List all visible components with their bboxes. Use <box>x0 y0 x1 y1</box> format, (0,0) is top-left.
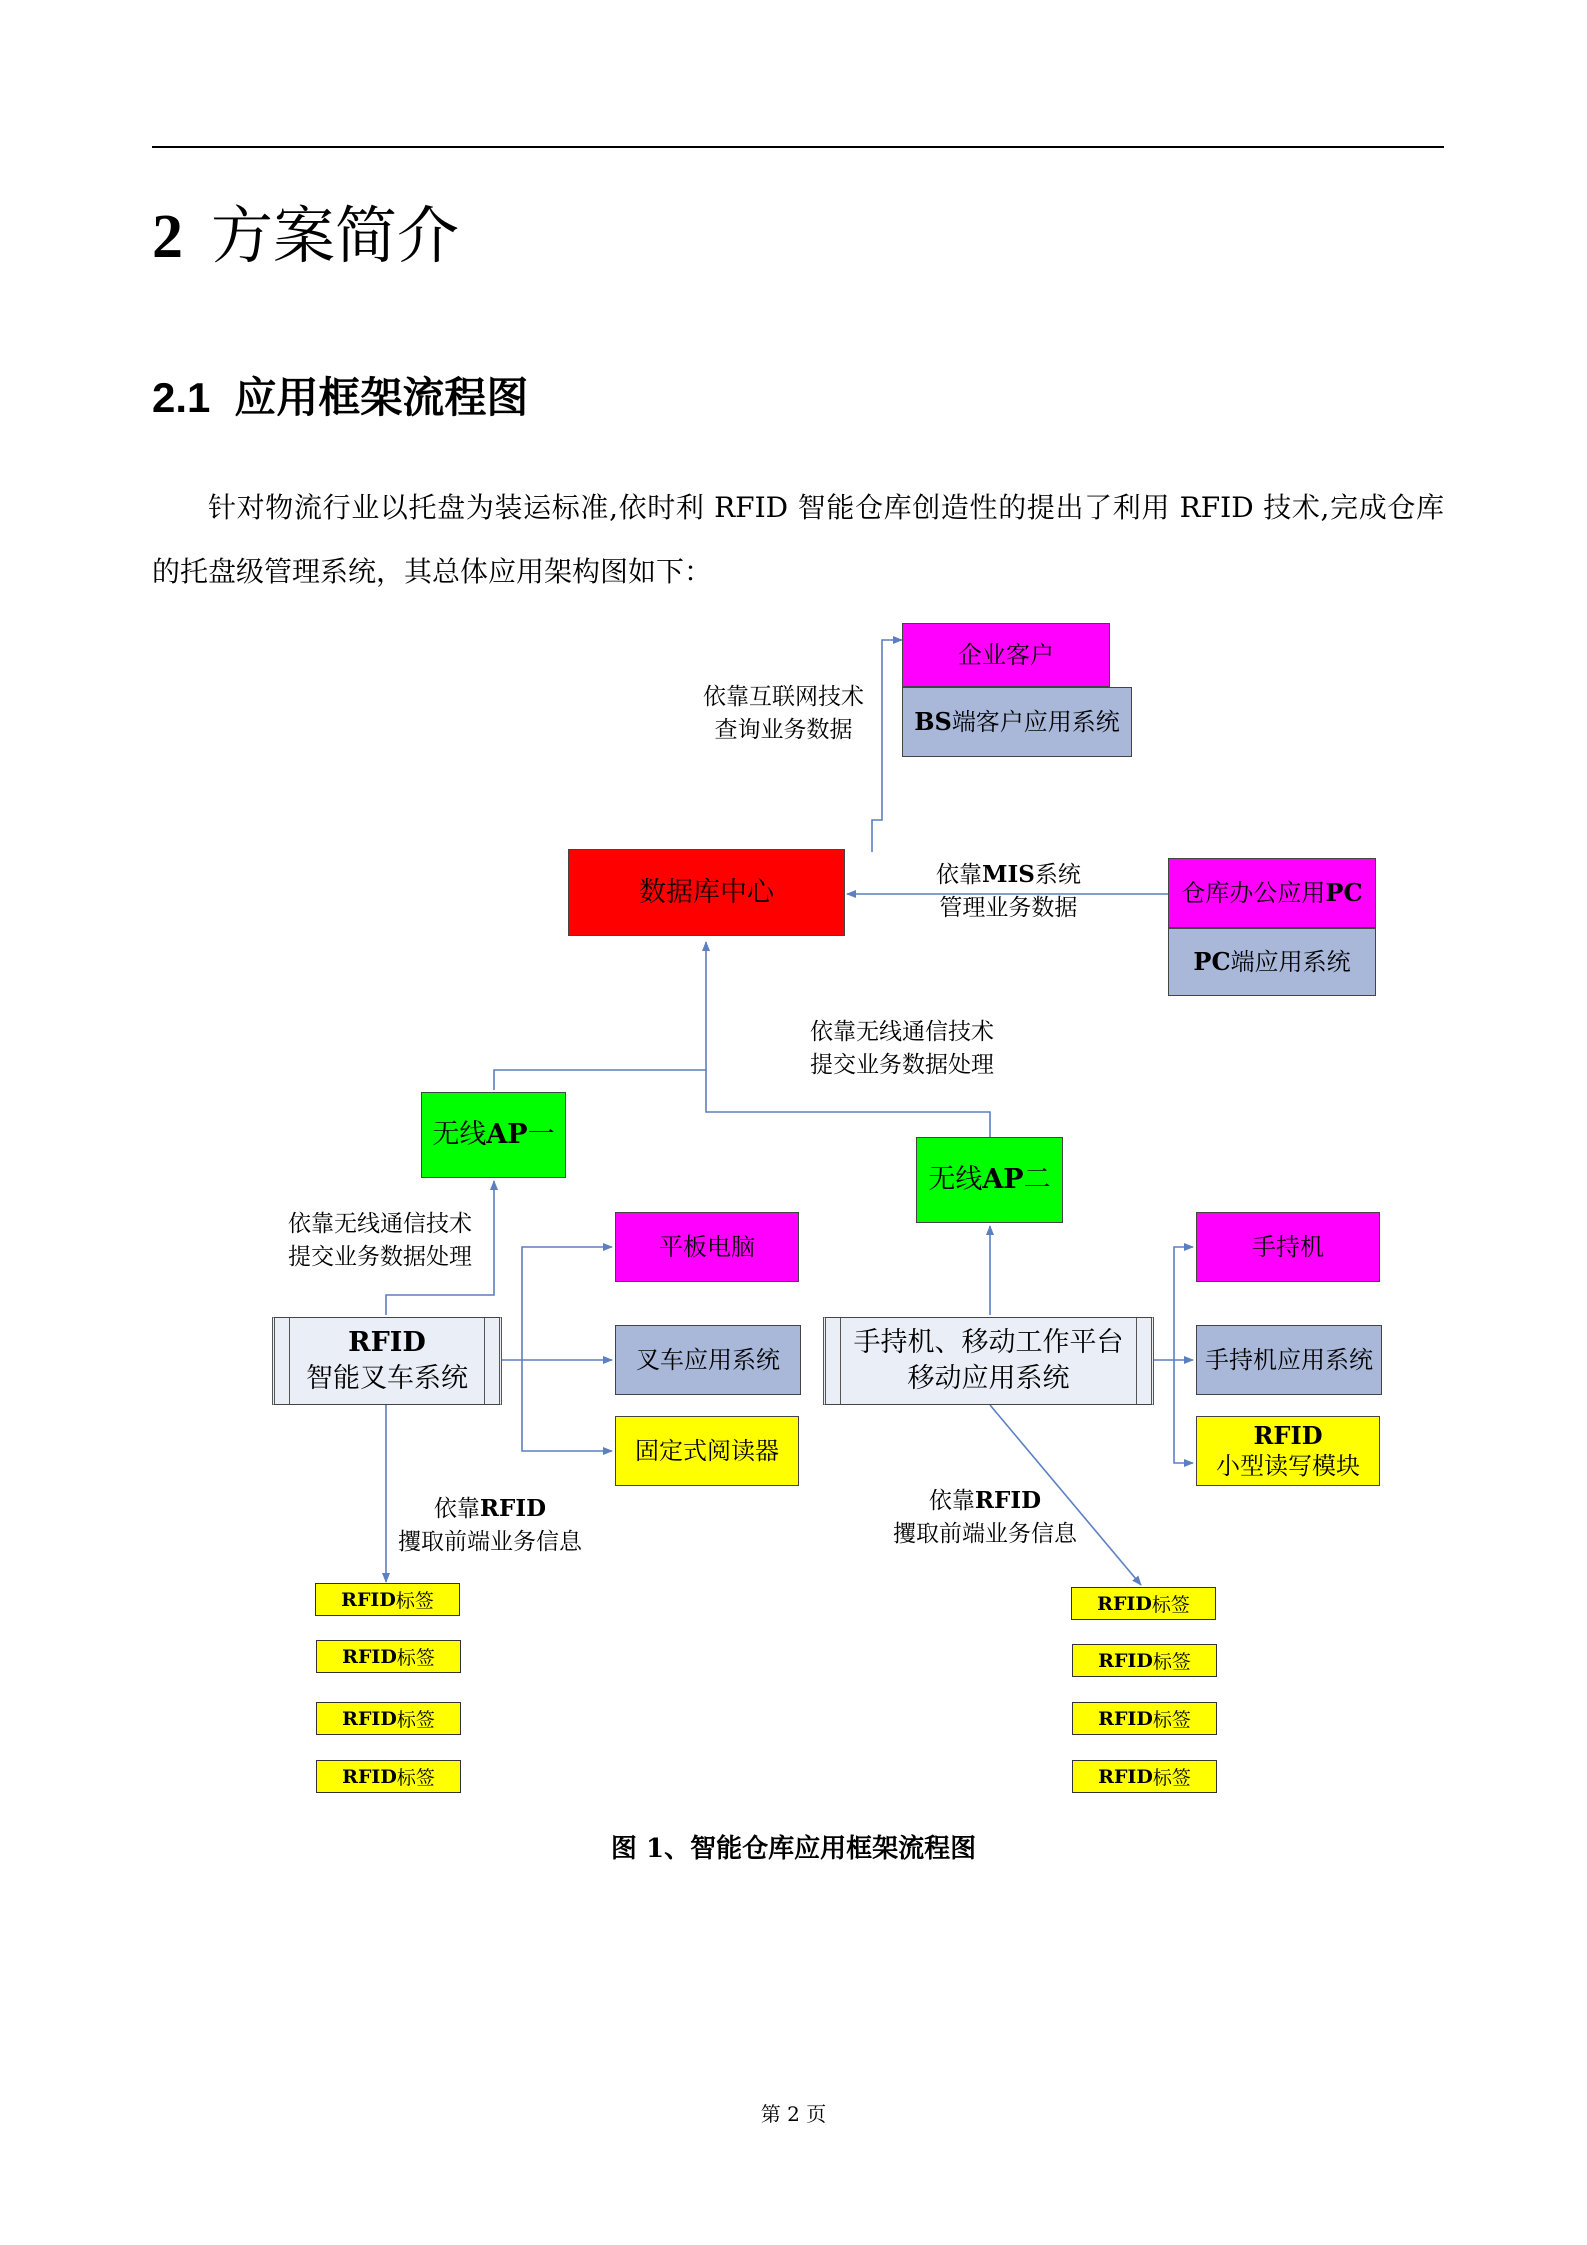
mobile-app-label: 移动应用系统 <box>907 1363 1070 1394</box>
subsection-title: 应用框架流程图 <box>234 373 529 422</box>
bs-system-box <box>902 687 1132 757</box>
handheld-app-label: 手持机应用系统 <box>1205 1346 1373 1374</box>
handheld-platform-label: 手持机、移动工作平台 <box>853 1327 1124 1358</box>
rfid-module-rfid: RFID <box>1253 1421 1323 1450</box>
label-mis: 依靠MIS系统 管理业务数据 <box>936 861 1081 921</box>
subsection-number: 2.1 <box>152 374 211 421</box>
figure-caption: 图 1、智能仓库应用框架流程图 <box>610 1834 977 1864</box>
section-title: 方案简介 <box>211 199 460 272</box>
forklift-app-label: 叉车应用系统 <box>636 1346 780 1374</box>
rfid-tag-left-4: RFID 标签 <box>316 1760 461 1793</box>
rfid-tag-left-3: RFID 标签 <box>316 1702 461 1735</box>
rfid-module-box <box>1196 1416 1380 1486</box>
page-footer: 第 2 页 <box>760 2102 827 2126</box>
handheld-label: 手持机 <box>1252 1233 1324 1261</box>
warehouse-pc-box <box>1168 858 1376 928</box>
forklift-system-box <box>272 1317 502 1405</box>
label-wireless-left: 依靠无线通信技术 提交业务数据处理 <box>288 1211 472 1270</box>
enterprise-customer-box <box>902 623 1110 687</box>
rfid-tag-right-3: RFID 标签 <box>1072 1702 1217 1735</box>
rfid-tag-right-2: RFID 标签 <box>1072 1644 1217 1677</box>
section-number: 2 <box>152 203 183 271</box>
ap1-box <box>421 1092 566 1178</box>
forklift-system-label: 智能叉车系统 <box>306 1363 468 1394</box>
ap2-box <box>916 1137 1063 1223</box>
label-internet: 依靠互联网技术 查询业务数据 <box>703 684 864 743</box>
ap2-label: 无线AP二 <box>928 1164 1051 1195</box>
tablet-box <box>615 1212 799 1282</box>
ap1-label: 无线AP一 <box>432 1119 555 1150</box>
handheld-app-box <box>1196 1325 1382 1395</box>
pc-system-box <box>1168 928 1376 996</box>
handheld-box <box>1196 1212 1380 1282</box>
rfid-tag-left-1: RFID 标签 <box>315 1583 460 1616</box>
database-center-label: 数据库中心 <box>639 876 774 908</box>
intro-paragraph: 针对物流行业以托盘为装运标准,依时利 RFID 智能仓库创造性的提出了利用 RFID 技术,完成仓库的托盘级管理系统，其总体应用架构图如下： <box>152 491 1444 588</box>
pc-system-label: PC端应用系统 <box>1193 947 1351 976</box>
enterprise-customer-label: 企业客户 <box>958 641 1054 669</box>
handheld-platform-box <box>823 1317 1154 1405</box>
label-rfid-left: 依靠RFID 攫取前端业务信息 <box>398 1495 582 1555</box>
rfid-tag-left-2: RFID 标签 <box>316 1640 461 1673</box>
tablet-label: 平板电脑 <box>659 1233 755 1261</box>
fixed-reader-box <box>615 1416 799 1486</box>
bs-system-label: BS端客户应用系统 <box>914 707 1120 736</box>
rfid-tag-right-4: RFID 标签 <box>1072 1760 1217 1793</box>
rfid-module-label: 小型读写模块 <box>1216 1452 1360 1480</box>
forklift-rfid-label: RFID <box>348 1327 426 1358</box>
fixed-reader-label: 固定式阅读器 <box>635 1437 779 1465</box>
label-rfid-right: 依靠RFID 攫取前端业务信息 <box>893 1487 1077 1547</box>
rfid-tag-right-1: RFID 标签 <box>1071 1587 1216 1620</box>
label-wireless-top: 依靠无线通信技术 提交业务数据处理 <box>810 1019 994 1078</box>
database-center-box <box>568 849 845 936</box>
forklift-app-box <box>615 1325 801 1395</box>
warehouse-pc-label: 仓库办公应用PC <box>1181 878 1363 907</box>
